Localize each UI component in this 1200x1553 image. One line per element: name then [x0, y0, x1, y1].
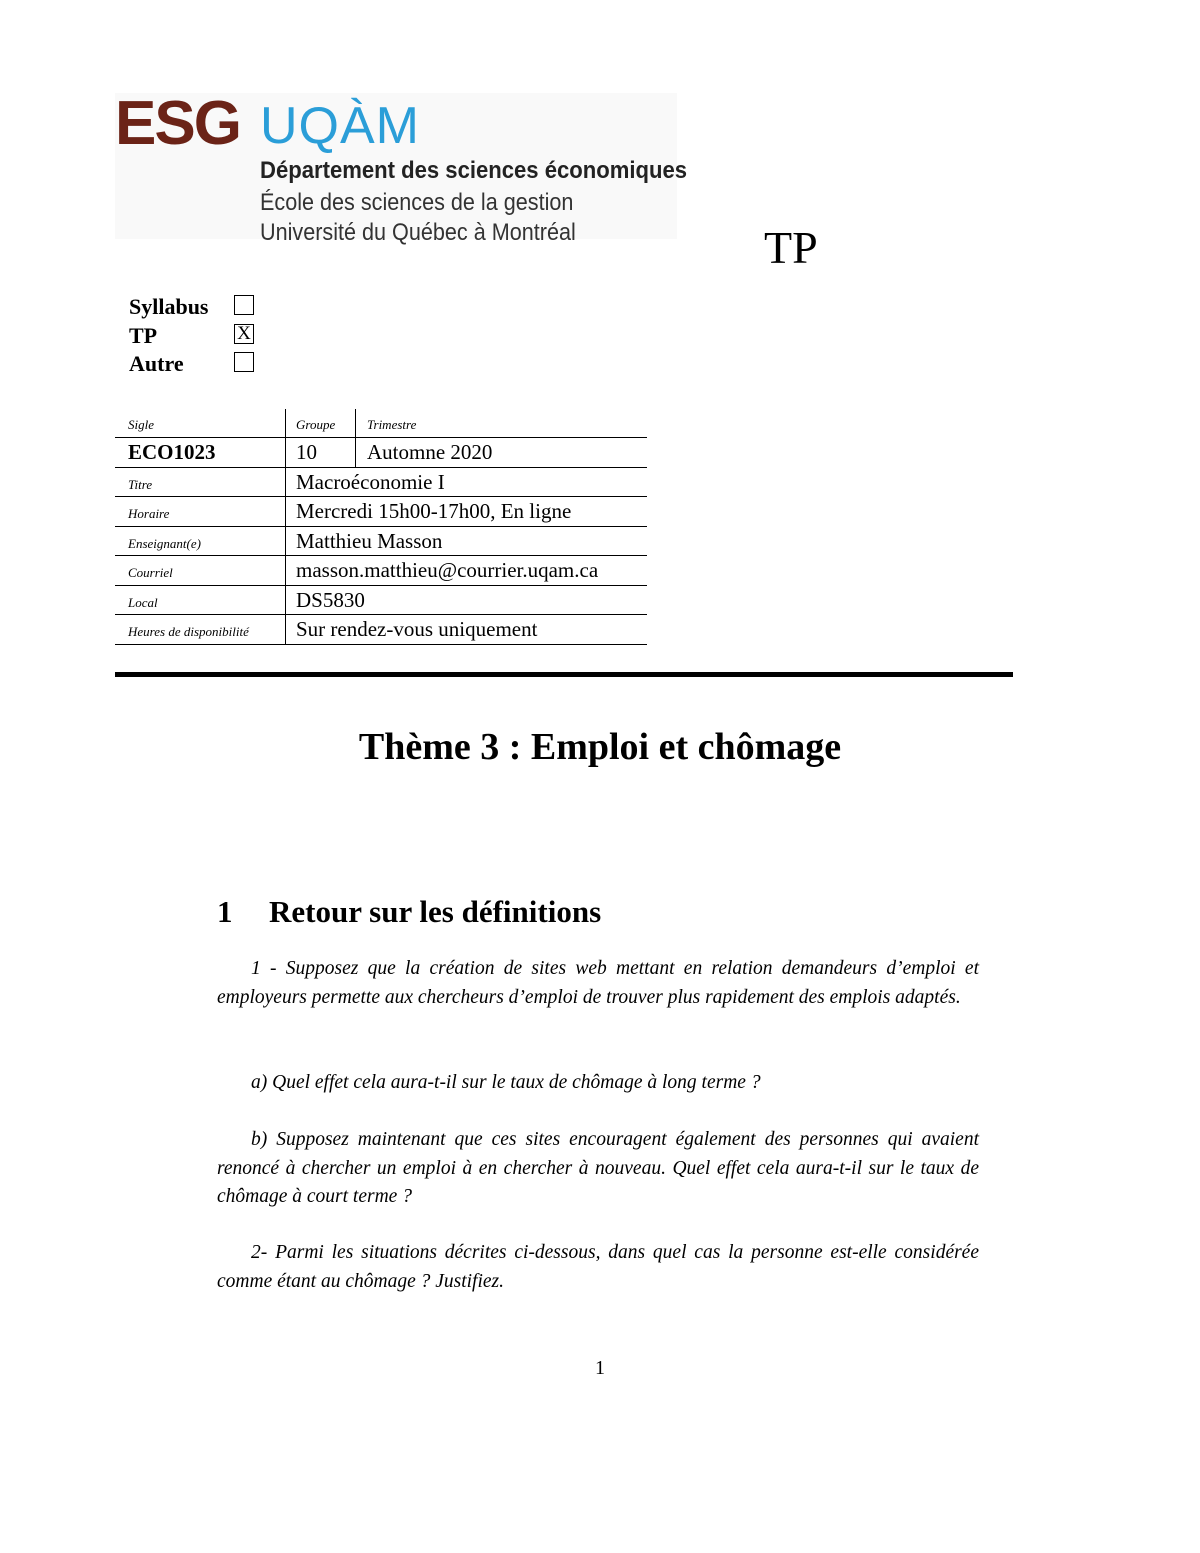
page-number: 1 — [595, 1357, 605, 1379]
header-sigle: Sigle — [128, 417, 154, 432]
row-value: Matthieu Masson — [296, 528, 443, 553]
row-value: DS5830 — [296, 587, 365, 612]
checklist-label: Syllabus — [129, 294, 209, 319]
table-row — [115, 497, 647, 527]
table-row — [115, 527, 647, 557]
course-term: Automne 2020 — [367, 440, 493, 464]
header-trimestre: Trimestre — [367, 417, 417, 432]
horizontal-divider — [115, 672, 1013, 677]
logo-university: Université du Québec à Montréal — [260, 219, 576, 246]
checkbox-autre — [234, 352, 254, 372]
section-number: 1 — [217, 894, 233, 929]
row-value: Mercredi 15h00-17h00, En ligne — [296, 499, 572, 523]
course-code: ECO1023 — [128, 440, 216, 464]
checkbox-syllabus — [234, 295, 254, 315]
row-label: Enseignant(e) — [128, 535, 201, 551]
header-groupe: Groupe — [296, 417, 336, 432]
logo-uqam-text: UQÀM — [260, 97, 420, 155]
question-1b: b) Supposez maintenant que ces sites encouragent également des personnes qui avaient renoncé à chercher un emploi à en chercher à nouveau. Quel effet cela aura-t-il sur le taux de chômage à court terme ? — [217, 1129, 979, 1207]
row-label: Local — [128, 594, 158, 610]
checklist-label: Autre — [129, 351, 184, 376]
email-value[interactable]: masson.matthieu@courrier.uqam.ca — [296, 558, 599, 582]
logo-esg-text: ESG — [115, 89, 240, 158]
table-row — [115, 615, 647, 645]
institution-logo — [115, 89, 688, 246]
row-label: Courriel — [128, 565, 173, 580]
question-2: 2- Parmi les situations décrites ci-dessous, dans quel cas la personne est-elle considérée comme étant au chômage ? Justifiez. — [217, 1242, 979, 1292]
table-row — [115, 556, 647, 586]
row-label: Horaire — [128, 506, 170, 521]
course-info-table — [115, 409, 647, 645]
question-1: 1 - Supposez que la création de sites web mettant en relation demandeurs d’emploi et employeurs permette aux chercheurs d’emploi de trouver plus rapidement des emplois adaptés. — [217, 958, 979, 1008]
section-heading — [217, 892, 601, 932]
checklist-label: TP — [129, 322, 158, 348]
row-label: Heures de disponibilité — [128, 624, 249, 639]
section-title: Retour sur les définitions — [269, 894, 602, 929]
table-header-row — [115, 409, 647, 438]
row-value: Macroéconomie I — [296, 469, 445, 494]
course-group: 10 — [296, 440, 317, 464]
document-type-label: TP — [764, 222, 818, 273]
table-row — [115, 438, 647, 468]
table-row — [115, 586, 647, 616]
row-label: Titre — [128, 476, 153, 492]
logo-school: École des sciences de la gestion — [260, 189, 574, 216]
table-row — [115, 468, 647, 498]
row-value: Sur rendez-vous uniquement — [296, 617, 538, 641]
question-1a: a) Quel effet cela aura-t-il sur le taux de chômage à long terme ? — [251, 1072, 761, 1093]
document-title: Thème 3 : Emploi et chômage — [358, 726, 842, 768]
logo-department: Département des sciences économiques — [260, 157, 688, 184]
checkbox-tp: X — [234, 324, 254, 344]
